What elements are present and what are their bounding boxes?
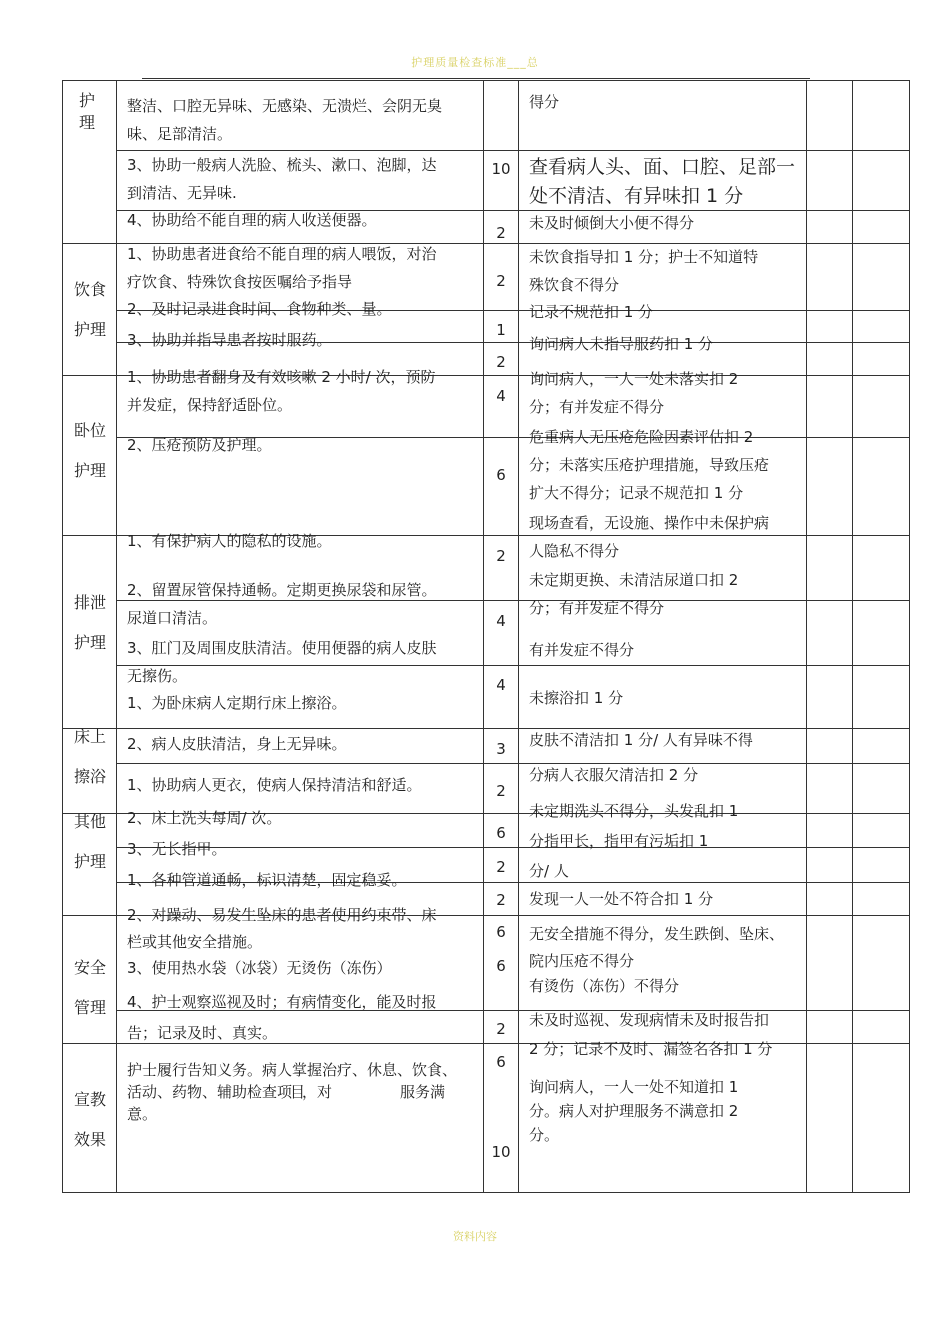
page-footer: 资料内容 <box>453 1230 497 1243</box>
requirement-text: 护士履行告知义务。病人掌握治疗、休息、饮食、 <box>127 1061 458 1079</box>
criteria-text: 未及时倾倒大小便不得分 <box>529 214 695 232</box>
requirement-text: 4、协助给不能自理的病人收送便器。 <box>127 211 377 229</box>
requirement-text: 无擦伤。 <box>127 667 188 685</box>
column-divider <box>518 80 519 1193</box>
category-label: 其他 护理 <box>74 812 107 871</box>
criteria-text: 分。 <box>529 1126 560 1144</box>
requirement-text: 1、协助患者翻身及有效咳嗽 2 小时/ 次，预防 <box>127 368 436 386</box>
criteria-text: 未及时巡视、发现病情未及时报告扣 <box>529 1011 770 1029</box>
criteria-text: 有并发症不得分 <box>529 641 635 659</box>
score-value: 2 <box>496 353 506 371</box>
criteria-text: 无安全措施不得分，发生跌倒、坠床、 <box>529 925 785 943</box>
criteria-text: 发现一人一处不符合扣 1 分 <box>529 890 714 908</box>
score-value: 10 <box>491 160 511 178</box>
score-value: 2 <box>496 272 506 290</box>
requirement-text: 2、床上洗头每周/ 次。 <box>127 809 282 827</box>
score-value: 10 <box>491 1143 511 1161</box>
score-value: 4 <box>496 676 506 694</box>
criteria-text: 未定期洗头不得分，头发乱扣 1 <box>529 802 739 820</box>
requirement-text: 2、对躁动、易发生坠床的患者使用约束带、床 <box>127 906 437 924</box>
row-divider <box>116 665 910 666</box>
requirement-text: 1、为卧床病人定期行床上擦浴。 <box>127 694 347 712</box>
header-rule <box>142 78 810 79</box>
score-value: 4 <box>496 387 506 405</box>
requirement-text: 4、护士观察巡视及时；有病情变化，能及时报 <box>127 993 437 1011</box>
criteria-text: 记录不规范扣 1 分 <box>529 303 654 321</box>
criteria-text: 现场查看，无设施、操作中未保护病 <box>529 514 770 532</box>
criteria-text: 危重病人无压疮危险因素评估扣 2 <box>529 428 754 446</box>
criteria-text: 询问病人未指导服药扣 1 分 <box>529 335 714 353</box>
category-label: 排泄 护理 <box>74 593 107 652</box>
criteria-text: 殊饮食不得分 <box>529 276 620 294</box>
column-divider <box>116 80 117 1193</box>
row-divider <box>116 847 910 848</box>
category-label: 饮食 护理 <box>74 280 107 339</box>
criteria-text: 未定期更换、未清洁尿道口扣 2 <box>529 571 739 589</box>
score-value: 2 <box>496 782 506 800</box>
score-value: 2 <box>496 224 506 242</box>
category-label: 护 理 <box>79 91 96 132</box>
requirement-text: 1、协助患者进食给不能自理的病人喂饭，对治 <box>127 245 437 263</box>
criteria-text: 皮肤不清洁扣 1 分/ 人有异味不得 <box>529 731 753 749</box>
requirement-text: ，对 <box>302 1083 333 1101</box>
requirement-text: 2、及时记录进食时间、食物种类、量。 <box>127 300 392 318</box>
requirement-text: 意。 <box>127 1105 158 1123</box>
requirement-text: 3、肛门及周围皮肤清洁。使用便器的病人皮肤 <box>127 639 437 657</box>
requirement-text: 3、使用热水袋（冰袋）无烫伤（冻伤） <box>127 959 392 977</box>
requirement-text: 服务满 <box>400 1083 446 1101</box>
requirement-text: 1、有保护病人的隐私的设施。 <box>127 532 332 550</box>
column-divider <box>806 80 807 1193</box>
criteria-text: 分指甲长，指甲有污垢扣 1 <box>529 832 709 850</box>
criteria-text: 分/ 人 <box>529 862 569 880</box>
category-label: 卧位 护理 <box>74 421 107 480</box>
requirement-text: 2、病人皮肤清洁，身上无异味。 <box>127 735 347 753</box>
requirement-text: 尿道口清洁。 <box>127 609 218 627</box>
criteria-text: 询问病人，一人一处不知道扣 1 <box>529 1078 739 1096</box>
score-value: 6 <box>496 957 506 975</box>
row-divider <box>116 763 910 764</box>
requirement-text: 目 <box>290 1083 306 1101</box>
criteria-text: 询问病人，一人一处未落实扣 2 <box>529 370 739 388</box>
criteria-text: 查看病人头、面、口腔、足部一 <box>529 156 796 178</box>
requirement-text: 栏或其他安全措施。 <box>127 933 263 951</box>
requirement-text: 整洁、口腔无异味、无感染、无溃烂、会阴无臭 <box>127 97 443 115</box>
score-value: 2 <box>496 858 506 876</box>
requirement-text: 1、协助病人更衣，使病人保持清洁和舒适。 <box>127 776 422 794</box>
criteria-text: 未擦浴扣 1 分 <box>529 689 624 707</box>
category-label: 安全 管理 <box>74 958 107 1017</box>
criteria-text: 处不清洁、有异味扣 1 分 <box>529 185 744 207</box>
column-divider <box>852 80 853 1193</box>
score-value: 4 <box>496 612 506 630</box>
section-divider <box>62 728 910 729</box>
requirement-text: 1、各种管道通畅，标识清楚，固定稳妥。 <box>127 871 407 889</box>
requirement-text: 2、压疮预防及护理。 <box>127 436 272 454</box>
score-value: 6 <box>496 824 506 842</box>
score-value: 2 <box>496 1020 506 1038</box>
category-label: 宣教 效果 <box>74 1090 107 1149</box>
requirement-text: 味、足部清洁。 <box>127 125 233 143</box>
requirement-text: 告；记录及时、真实。 <box>127 1024 278 1042</box>
running-header: 护理质量检查标准___总 <box>411 56 539 69</box>
criteria-text: 扩大不得分；记录不规范扣 1 分 <box>529 484 744 502</box>
score-value: 6 <box>496 1053 506 1071</box>
score-value: 1 <box>496 321 506 339</box>
criteria-text: 分病人衣服欠清洁扣 2 分 <box>529 766 699 784</box>
requirement-text: 3、协助并指导患者按时服药。 <box>127 331 332 349</box>
requirement-text: 到清洁、无异味. <box>127 184 237 202</box>
criteria-text: 分。病人对护理服务不满意扣 2 <box>529 1102 739 1120</box>
criteria-text: 未饮食指导扣 1 分；护士不知道特 <box>529 248 759 266</box>
criteria-text: 分；有并发症不得分 <box>529 398 665 416</box>
criteria-text: 分；有并发症不得分 <box>529 599 665 617</box>
score-value: 6 <box>496 466 506 484</box>
criteria-text: 分；未落实压疮护理措施，导致压疮 <box>529 456 770 474</box>
criteria-text: 有烫伤（冻伤）不得分 <box>529 977 680 995</box>
score-value: 3 <box>496 740 506 758</box>
criteria-text: 2 分；记录不及时、漏签名各扣 1 分 <box>529 1040 773 1058</box>
category-label: 床上 擦浴 <box>74 727 107 786</box>
requirement-text: 疗饮食、特殊饮食按医嘱给予指导 <box>127 273 353 291</box>
requirement-text: 并发症，保持舒适卧位。 <box>127 396 293 414</box>
score-value: 2 <box>496 547 506 565</box>
criteria-text: 院内压疮不得分 <box>529 952 635 970</box>
criteria-text: 得分 <box>529 93 560 111</box>
score-value: 2 <box>496 891 506 909</box>
score-value: 6 <box>496 923 506 941</box>
requirement-text: 活动、药物、辅助检查项 <box>127 1083 293 1101</box>
requirement-text: 3、无长指甲。 <box>127 840 227 858</box>
criteria-text: 人隐私不得分 <box>529 542 620 560</box>
requirement-text: 2、留置尿管保持通畅。定期更换尿袋和尿管。 <box>127 581 437 599</box>
requirement-text: 3、协助一般病人洗脸、梳头、漱口、泡脚，达 <box>127 156 437 174</box>
